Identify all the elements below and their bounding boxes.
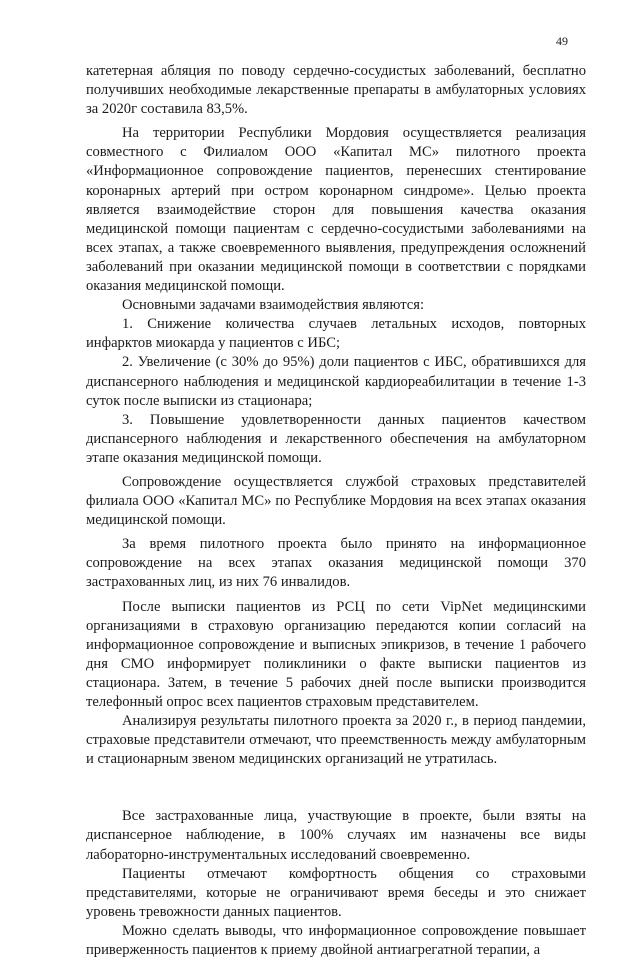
paragraph-tasks-intro: Основными задачами взаимодействия являются:: [122, 297, 424, 314]
paragraph-support-service: Сопровождение осуществляется службой страховых представителей филиала ООО «Капитал МС» по Республике Мордовия на всех этапах оказания медицинской помощи.: [86, 473, 586, 529]
paragraph-pilot-results: Анализируя результаты пилотного проекта за 2020 г., в период пандемии, страховые представители отмечают, что преемственность между амбулаторным и стационарным звеном медицинских организаций не утратилась.: [86, 713, 586, 768]
paragraph-insured-count: За время пилотного проекта было принято на информационное сопровождение на всех этапах оказания медицинской помощи 370 застрахованных лиц, из них 76 инвалидов.: [86, 536, 586, 591]
document-body: [86, 62, 586, 960]
page-number: 49: [556, 34, 568, 48]
paragraph-pilot-project: На территории Республики Мордовия осуществляется реализация совместного с Филиалом ООО «Капитал МС» пилотного проекта «Информационное сопровождение пациентов, перенесших стентирование коронарных артерий при остром коронарном синдроме». Целью проекта является взаимодействие сторон для повышения качества оказания медицинской помощи пациентам с сердечно-сосудистыми заболеваниями на всех этапах, а также своевременного выявления, предупреждения осложнений заболеваний при оказании медицинской помощи в соответствии с порядками оказания медицинской помощи.: [86, 125, 586, 295]
list-item-task-1: 1. Снижение количества случаев летальных исходов, повторных инфарктов миокарда у пациентов с ИБС;: [86, 316, 586, 352]
paragraph-dispensary-observation: Все застрахованные лица, участвующие в проекте, были взяты на диспансерное наблюдение, в 100% случаях им назначены все виды лабораторно-инструментальных исследований своевременно.: [86, 808, 586, 863]
paragraph-conclusions: Можно сделать выводы, что информационное сопровождение повышает приверженность пациентов к приему двойной антиагрегатной терапии, а: [86, 922, 586, 959]
paragraph-discharge-procedure: После выписки пациентов из РСЦ по сети VipNet медицинскими организациями в страховую организацию передаются копии согласий на информационное сопровождение и выписных эпикризов, в течение 1 рабочего дня СМО информирует поликлиники о факте выписки пациентов из стационара. Затем, в течение 5 рабочих дней после выписки производится телефонный опрос всех пациентов страховым представителем.: [86, 598, 586, 710]
list-item-task-3: 3. Повышение удовлетворенности данных пациентов качеством диспансерного наблюдения и лекарственного обеспечения на амбулаторном этапе оказания медицинской помощи.: [86, 411, 586, 466]
paragraph-patient-comfort: Пациенты отмечают комфортность общения со страховыми представителями, которые не ограничивают время беседы и это снижает уровень тревожности данных пациентов.: [86, 865, 586, 920]
paragraph-ablation-stats: катетерная абляция по поводу сердечно-сосудистых заболеваний, бесплатно получивших необходимые лекарственные препараты в амбулаторных условиях за 2020г составила 83,5%.: [86, 63, 586, 118]
list-item-task-2: 2. Увеличение (с 30% до 95%) доли пациентов с ИБС, обратившихся для диспансерного наблюдения и медицинской кардиореабилитации в течение 1-3 суток после выписки из стационара;: [86, 354, 586, 409]
